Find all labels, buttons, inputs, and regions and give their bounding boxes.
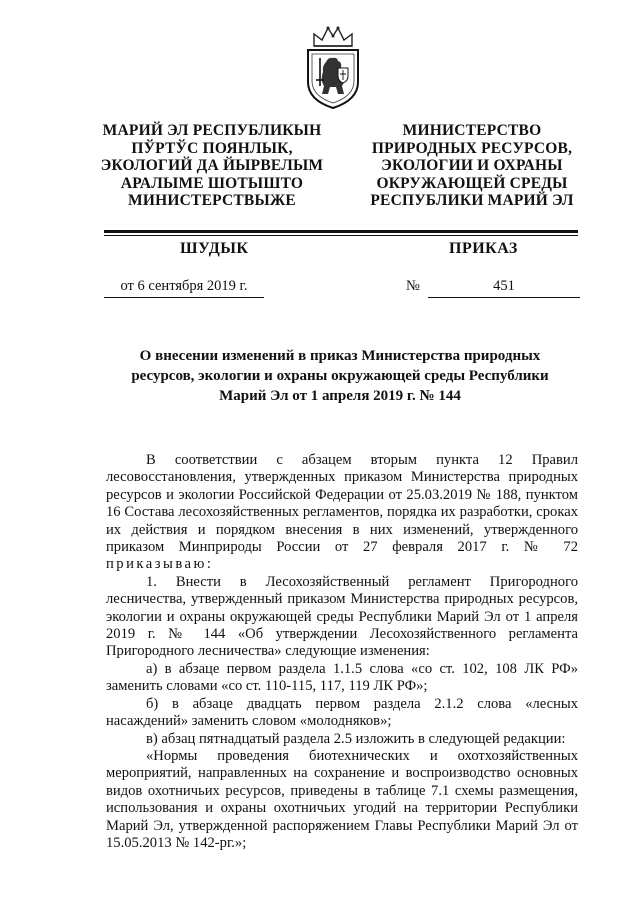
ministry-name-mari — [92, 122, 332, 210]
body-paragraph: «Нормы проведения биотехнических и охотхозяйственных мероприятий, направленных на сохранение и воспроизводство основных видов охотничьих ресурсов, приведены в таблице 7.1 схемы размещения, использования и охраны охотничьих угодий на территории Республики Марий Эл, утвержденной распоряжением Главы Республики Марий Эл от 15.05.2013 № 142-рг.»; — [106, 747, 578, 851]
document-date: от 6 сентября 2019 г. — [104, 278, 264, 298]
header-left-line: МАРИЙ ЭЛ РЕСПУБЛИКЫН — [102, 122, 322, 139]
header-divider-thin — [104, 235, 578, 236]
document-number: 451 — [428, 278, 580, 298]
body-paragraph: 1. Внести в Лесохозяйственный регламент Пригородного лесничества, утвержденный приказом Министерства природных ресурсов, экологии и охраны окружающей среды Республики Марий Эл от 1 апреля 2019 г. № 144 «Об утверждении Лесохозяйственного регламента Пригородного лесничества» следующие изменения: — [106, 573, 578, 660]
header-divider-thick — [104, 230, 578, 233]
header-right-line: ЭКОЛОГИИ И ОХРАНЫ — [381, 157, 563, 174]
header-right-line: МИНИСТЕРСТВО — [402, 122, 542, 139]
document-title: О внесении изменений в приказ Министерства природных ресурсов, экологии и охраны окружающей среды Республики Марий Эл от 1 апреля 2019 г. № 144 — [131, 348, 549, 404]
ministry-name-russian — [352, 122, 592, 210]
header-right-line: ПРИРОДНЫХ РЕСУРСОВ, — [371, 139, 573, 157]
document-body — [106, 452, 578, 852]
header-left-line: МИНИСТЕРСТВЫЖЕ — [128, 192, 296, 209]
header-right-line: ОКРУЖАЮЩЕЙ СРЕДЫ — [376, 174, 568, 192]
header-left-line: ЭКОЛОГИЙ ДА ЙЫРВЕЛЫМ — [100, 157, 324, 174]
body-paragraph — [106, 452, 578, 574]
header-left-line: АРАЛЫМЕ ШОТЫШТО — [120, 174, 304, 192]
body-paragraph: б) в абзаце двадцать первом раздела 2.1.2 слова «лесных насаждений» заменить словом «молодняков»; — [106, 695, 578, 730]
order-word: приказываю: — [106, 556, 214, 573]
coat-of-arms-emblem — [300, 24, 366, 110]
body-paragraph: а) в абзаце первом раздела 1.1.5 слова «со ст. 102, 108 ЛК РФ» заменить словами «со ст. 110-115, 117, 119 ЛК РФ»; — [106, 660, 578, 695]
preamble-text: В соответствии с абзацем вторым пункта 12 Правил лесовосстановления, утвержденных приказом Министерства природных ресурсов и экологии Российской Федерации от 25.03.2019 № 188, пунктом 16 Состава лесохозяйственных регламентов, порядка их разработки, сроках их действия и порядком внесения в них изменений, утвержденного приказом Минприроды России от 27 февраля 2017 г. № 72 — [106, 452, 578, 556]
body-paragraph: в) абзац пятнадцатый раздела 2.5 изложить в следующей редакции: — [146, 730, 566, 747]
header-left-line: ПЎРТЎС ПОЯНЛЫК, — [131, 139, 293, 157]
header-right-line: РЕСПУБЛИКИ МАРИЙ ЭЛ — [370, 192, 574, 209]
doc-type-mari: ШУДЫК — [180, 240, 249, 257]
number-label: № — [406, 278, 420, 294]
doc-type-russian: ПРИКАЗ — [449, 240, 518, 257]
